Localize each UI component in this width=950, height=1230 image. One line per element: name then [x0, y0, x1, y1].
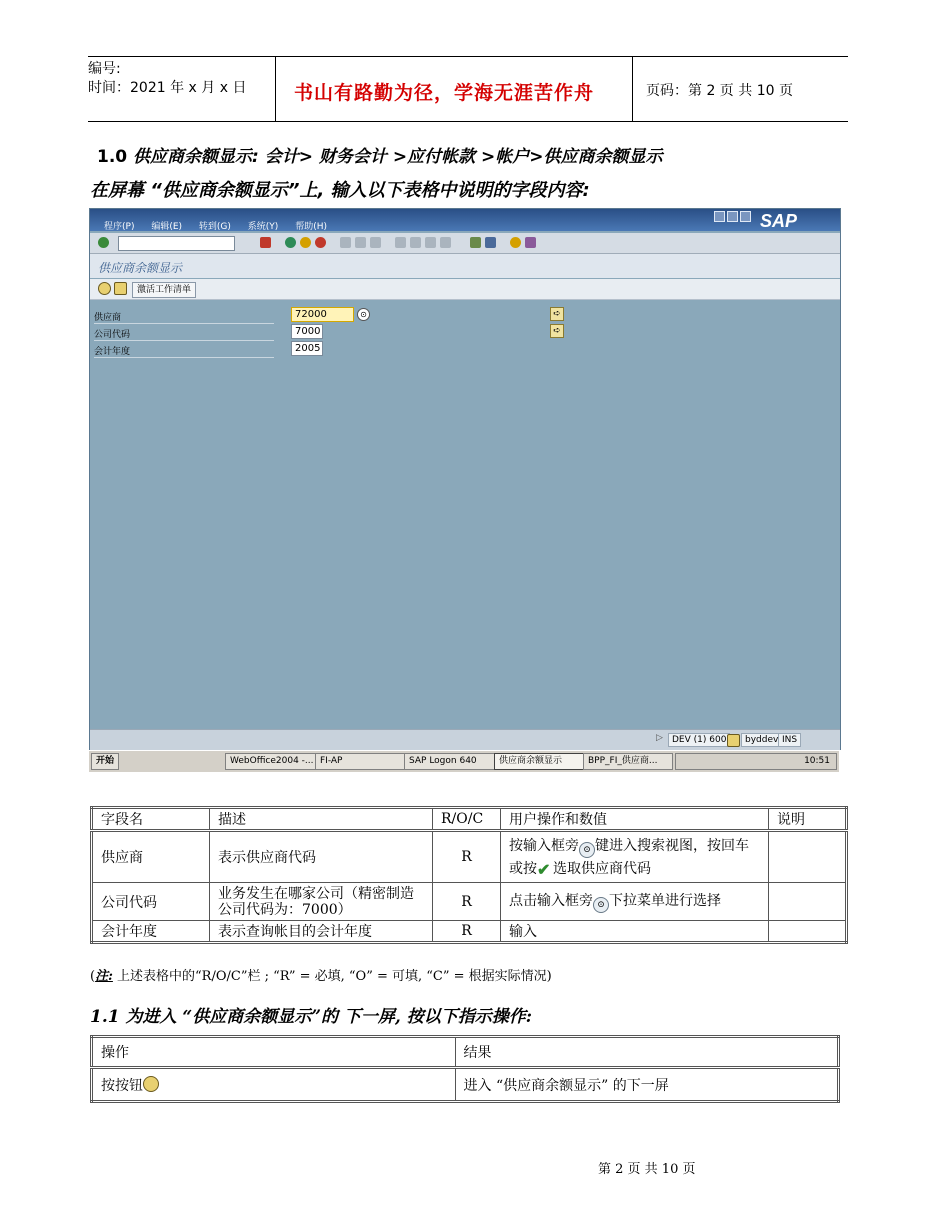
col-header: 用户操作和数值	[501, 808, 769, 831]
exit-icon[interactable]	[300, 237, 311, 248]
cell-note	[769, 831, 847, 883]
execute-icon[interactable]	[98, 282, 111, 295]
save-icon[interactable]	[260, 237, 271, 248]
search-help-icon[interactable]: ⊙	[357, 308, 370, 321]
sap-application-toolbar	[90, 279, 840, 300]
cell-desc: 业务发生在哪家公司（精密制造公司代码为：7000）	[210, 883, 433, 921]
header-divider	[632, 56, 633, 121]
taskbar-item-bpp[interactable]: BPP_FI_供应商...	[583, 753, 673, 770]
op-text: 点击输入框旁	[509, 893, 593, 909]
layout-icon[interactable]	[525, 237, 536, 248]
cancel-icon[interactable]	[315, 237, 326, 248]
activate-worklist-button[interactable]: 激活工作清单	[132, 282, 196, 298]
find-next-icon[interactable]	[370, 237, 381, 248]
page-footer: 第 2 页 共 10 页	[598, 1162, 696, 1177]
status-mode: INS	[778, 733, 801, 747]
fiscal-year-input[interactable]: 2005	[291, 341, 323, 356]
note-text: 上述表格中的“R/O/C”栏 ; “R” = 必填, “O” = 可填, “C” = 根据实际情况)	[117, 969, 552, 984]
checkmark-icon: ✔	[537, 859, 551, 879]
op-text: 选取供应商代码	[553, 860, 651, 877]
taskbar-item-sap-logon[interactable]: SAP Logon 640	[404, 753, 496, 770]
last-page-icon[interactable]	[440, 237, 451, 248]
cell-operation	[92, 1068, 456, 1102]
first-page-icon[interactable]	[395, 237, 406, 248]
arrow-right-icon[interactable]: ➪	[550, 307, 564, 321]
find-icon[interactable]	[355, 237, 366, 248]
section-title	[97, 142, 663, 167]
section-path: 供应商余额显示: 会计> 财务会计 >应付帐款 >帐户>供应商余额显示	[133, 147, 663, 167]
help-icon[interactable]	[510, 237, 521, 248]
status-expand-icon[interactable]: ▷	[656, 733, 663, 743]
menu-edit[interactable]: 编辑(E)	[151, 222, 183, 232]
page-indicator: 页码：第 2 页 共 10 页	[646, 83, 793, 99]
cell-note	[769, 883, 847, 921]
cell-field: 公司代码	[92, 883, 210, 921]
header-top-rule	[88, 56, 848, 57]
col-header: 字段名	[92, 808, 210, 831]
col-header: 描述	[210, 808, 433, 831]
cell-roc: R	[433, 831, 501, 883]
cell-operation	[501, 883, 769, 921]
new-session-icon[interactable]	[470, 237, 481, 248]
execute-icon	[143, 1076, 159, 1092]
next-page-icon[interactable]	[425, 237, 436, 248]
menu-help[interactable]: 帮助(H)	[295, 222, 327, 232]
section-number: 1.0	[97, 147, 128, 167]
enter-icon[interactable]	[98, 237, 109, 248]
copy-icon[interactable]	[114, 282, 127, 295]
fiscal-year-label: 会计年度	[94, 344, 274, 358]
cell-desc: 表示查询帐目的会计年度	[210, 921, 433, 943]
menu-goto[interactable]: 转到(G)	[198, 222, 231, 232]
status-server-icon	[727, 734, 740, 747]
header-divider	[275, 56, 276, 121]
sap-logo: SAP	[760, 211, 798, 231]
cell-note	[769, 921, 847, 943]
cell-roc: R	[433, 921, 501, 943]
sap-screen-titlebar	[90, 254, 840, 278]
command-field[interactable]	[118, 236, 235, 251]
op-text: 按输入框旁	[509, 837, 579, 854]
table-row	[92, 1068, 839, 1102]
operation-table	[90, 1035, 840, 1103]
doc-number-label: 编号:	[88, 61, 121, 77]
cell-field: 供应商	[92, 831, 210, 883]
motto: 书山有路勤为径，学海无涯苦作舟	[294, 82, 595, 104]
table-row	[92, 883, 847, 921]
op-text: 键进入搜索视图，按回车或按	[509, 837, 749, 877]
table-header-row	[92, 1037, 839, 1068]
sap-screenshot	[89, 208, 841, 750]
search-help-icon: ⊙	[593, 897, 609, 913]
header-bottom-rule	[88, 121, 848, 122]
company-code-input[interactable]: 7000	[291, 324, 323, 339]
taskbar-item-weboffice[interactable]: WebOffice2004 -...	[225, 753, 317, 770]
sap-menubar	[90, 219, 770, 233]
note-label: 注:	[95, 969, 113, 984]
op-text: 下拉菜单进行选择	[609, 893, 721, 909]
sap-standard-toolbar	[90, 233, 840, 254]
start-button[interactable]: 开始	[91, 753, 119, 770]
cell-result: 进入 “供应商余额显示” 的下一屏	[455, 1068, 838, 1102]
table-row	[92, 921, 847, 943]
shortcut-icon[interactable]	[485, 237, 496, 248]
vendor-label: 供应商	[94, 310, 274, 324]
cell-operation: 输入	[501, 921, 769, 943]
system-tray	[675, 753, 837, 770]
sap-screen-title: 供应商余额显示	[98, 261, 183, 275]
prev-page-icon[interactable]	[410, 237, 421, 248]
cell-field: 会计年度	[92, 921, 210, 943]
tray-clock: 10:51	[804, 756, 830, 766]
minimize-icon[interactable]	[714, 211, 725, 222]
search-help-icon: ⊙	[579, 842, 595, 858]
cell-roc: R	[433, 883, 501, 921]
table-header-row	[92, 808, 847, 831]
close-icon[interactable]	[740, 211, 751, 222]
arrow-right-icon[interactable]: ➪	[550, 324, 564, 338]
field-table	[90, 806, 848, 944]
status-system: DEV (1) 600	[668, 733, 730, 747]
cell-operation	[501, 831, 769, 883]
col-header: 结果	[455, 1037, 838, 1068]
cell-desc: 表示供应商代码	[210, 831, 433, 883]
maximize-icon[interactable]	[727, 211, 738, 222]
col-header: 说明	[769, 808, 847, 831]
status-user: byddev	[741, 733, 782, 747]
op-text: 按按钮	[101, 1077, 143, 1094]
taskbar-item-vendor-balance[interactable]: 供应商余额显示	[494, 753, 584, 770]
taskbar-item-fi-ap[interactable]: FI-AP	[315, 753, 405, 770]
back-icon[interactable]	[285, 237, 296, 248]
col-header: 操作	[92, 1037, 456, 1068]
section-instruction: 在屏幕 “供应商余额显示”上, 输入以下表格中说明的字段内容:	[90, 180, 590, 201]
table-row	[92, 831, 847, 883]
doc-time-label: 时间：2021 年 x 月 x 日	[88, 80, 247, 96]
print-icon[interactable]	[340, 237, 351, 248]
col-header: R/O/C	[433, 808, 501, 831]
section2-title: 1.1 为进入 “供应商余额显示”的 下一屏, 按以下指示操作:	[90, 1007, 532, 1027]
vendor-input[interactable]: 72000	[291, 307, 354, 322]
menu-system[interactable]: 系统(Y)	[247, 222, 279, 232]
company-code-label: 公司代码	[94, 327, 274, 341]
menu-program[interactable]: 程序(P)	[104, 222, 135, 232]
sap-status-bar	[90, 729, 840, 750]
windows-taskbar	[89, 750, 839, 772]
table-note: (注: 上述表格中的“R/O/C”栏 ; “R” = 必填, “O” = 可填, “C” = 根据实际情况)	[90, 969, 552, 984]
